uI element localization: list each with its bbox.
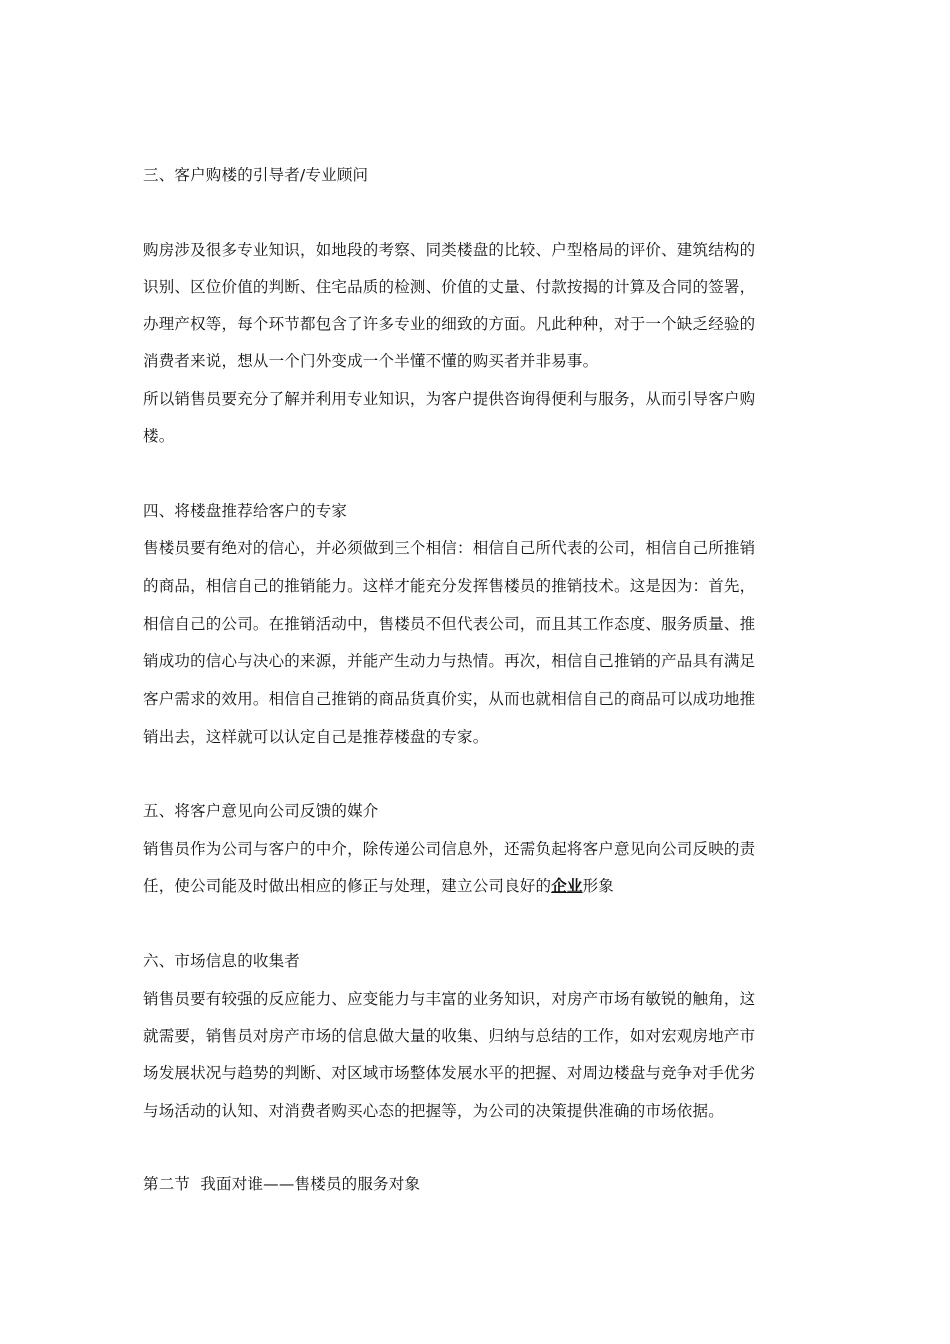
section4-line-5: 客户需求的效用。相信自己推销的商品货真价实，从而也就相信自己的商品可以成功地推: [143, 690, 756, 708]
section6-line-2: 就需要，销售员对房产市场的信息做大量的收集、归纳与总结的工作，如对宏观房地产市: [143, 1027, 756, 1045]
enterprise-link[interactable]: 企业: [551, 877, 583, 895]
section5-line-1: 销售员作为公司与客户的中介，除传递公司信息外，还需负起将客户意见向公司反映的责: [143, 840, 756, 858]
section3-line-5: 所以销售员要充分了解并利用专业知识，为客户提供咨询得便利与服务，从而引导客户购: [143, 390, 756, 408]
section3-line-4: 消费者来说，想从一个门外变成一个半懂不懂的购买者并非易事。: [143, 352, 599, 370]
section5-line-2-text: 任，使公司能及时做出相应的修正与处理，建立公司良好的: [143, 877, 552, 895]
section4-line-4: 销成功的信心与决心的来源，并能产生动力与热情。再次，相信自己推销的产品具有满足: [143, 652, 756, 670]
section6-heading: 六、市场信息的收集者: [143, 952, 301, 970]
section3-line-1: 购房涉及很多专业知识，如地段的考察、同类楼盘的比较、户型格局的评价、建筑结构的: [143, 241, 756, 259]
section5-line-2-tail: 形象: [582, 877, 615, 895]
section6-line-4: 与场活动的认知、对消费者购买心态的把握等，为公司的决策提供准确的市场依据。: [143, 1102, 724, 1120]
section4-heading: 四、将楼盘推荐给客户的专家: [143, 502, 348, 520]
section6-line-3: 场发展状况与趋势的判断、对区域市场整体发展水平的把握、对周边楼盘与竞争对手优劣: [143, 1064, 756, 1082]
section4-line-6: 销出去，这样就可以认定自己是推荐楼盘的专家。: [143, 728, 489, 746]
section3-line-6: 楼。: [143, 427, 175, 445]
section5-line-2: [143, 876, 614, 896]
section4-line-2: 的商品，相信自己的推销能力。这样才能充分发挥售楼员的推销技术。这是因为：首先，: [143, 577, 756, 595]
section5-heading: 五、将客户意见向公司反馈的媒介: [143, 802, 379, 820]
section3-heading: 三、客户购楼的引导者/专业顾问: [143, 166, 369, 184]
section4-line-3: 相信自己的公司。在推销活动中，售楼员不但代表公司，而且其工作态度、服务质量、推: [143, 615, 756, 633]
section-next-heading: 第二节 我面对谁——售楼员的服务对象: [143, 1175, 421, 1193]
section3-line-3: 办理产权等，每个环节都包含了许多专业的细致的方面。凡此种种，对于一个缺乏经验的: [143, 315, 756, 333]
section6-line-1: 销售员要有较强的反应能力、应变能力与丰富的业务知识，对房产市场有敏锐的触角，这: [143, 990, 756, 1008]
section4-line-1: 售楼员要有绝对的信心，并必须做到三个相信：相信自己所代表的公司，相信自己所推销: [143, 539, 756, 557]
section3-line-2: 识别、区位价值的判断、住宅品质的检测、价值的丈量、付款按揭的计算及合同的签署，: [143, 278, 756, 296]
